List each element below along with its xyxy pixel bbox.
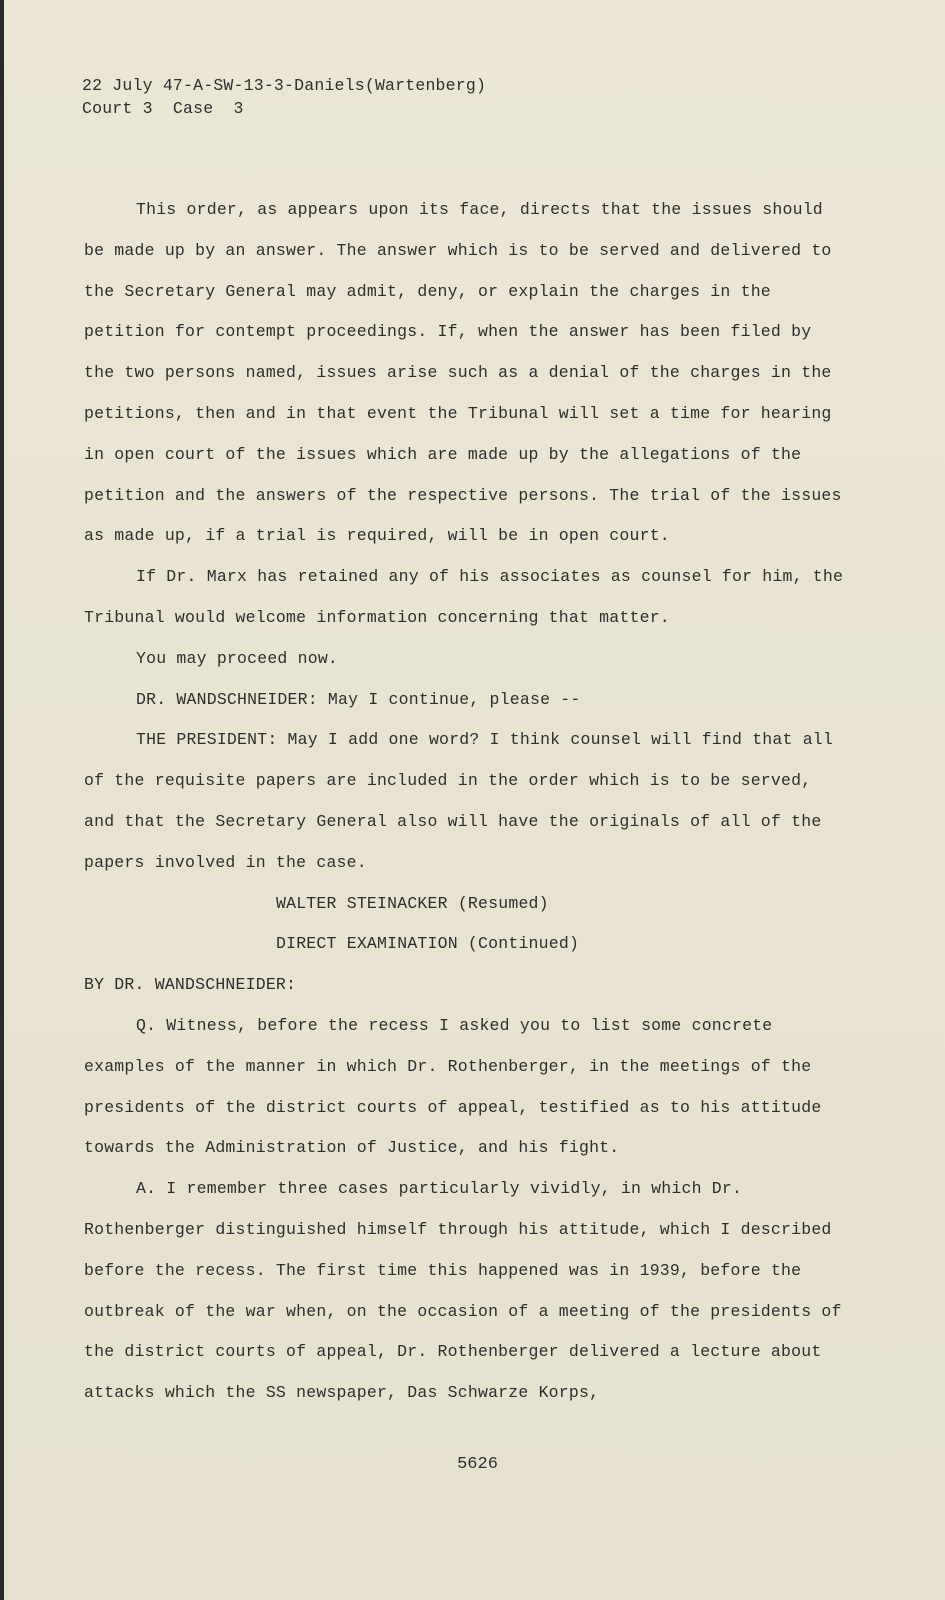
paragraph-president-remark: THE PRESIDENT: May I add one word? I think counsel will find that all of the requisite papers are included in the order which is to be served, and that the Secretary General also will have the originals of all of the papers involved in the case. xyxy=(84,730,834,872)
transcript-body xyxy=(84,190,844,1414)
examination-heading: DIRECT EXAMINATION (Continued) xyxy=(276,934,580,954)
paragraph-proceed: You may proceed now. xyxy=(136,648,339,668)
header-court-case: Court 3 Case 3 xyxy=(82,99,244,118)
header-case-reference: 22 July 47-A-SW-13-3-Daniels(Wartenberg) xyxy=(82,76,487,95)
paragraph-answer: A. I remember three cases particularly vividly, in which Dr. Rothenberger distinguished himself through his attitude, which I described before the recess. The first time this happened was in 1939, before the outbreak of the war when, on the occasion of a meeting of the presidents of the district courts of appeal, Dr. Rothenberger delivered a lecture about attacks which the SS newspaper, Das Schwarze Korps, xyxy=(84,1179,842,1403)
page-number: 5626 xyxy=(457,1455,498,1474)
paragraph-wandschneider-continue: DR. WANDSCHNEIDER: May I continue, please -- xyxy=(136,689,581,709)
document-header xyxy=(82,74,486,120)
examiner-heading: BY DR. WANDSCHNEIDER: xyxy=(84,975,297,995)
witness-heading: WALTER STEINACKER (Resumed) xyxy=(276,893,549,913)
paragraph-order-issues: This order, as appears upon its face, directs that the issues should be made up by an answer. The answer which is to be served and delivered to the Secretary General may admit, deny, or explain the charges in the petition for contempt proceedings. If, when the answer has been filed by the two persons named, issues arise such as a denial of the charges in the petitions, then and in that event the Tribunal will set a time for hearing in open court of the issues which are made up by the allegations of the petition and the answers of the respective persons. The trial of the issues as made up, if a trial is required, will be in open court. xyxy=(84,200,842,546)
paragraph-question: Q. Witness, before the recess I asked you to list some concrete examples of the manner in which Dr. Rothenberger, in the meetings of the presidents of the district courts of appeal, testified as to his attitude towards the Administration of Justice, and his fight. xyxy=(84,1015,822,1158)
page-edge-shadow xyxy=(0,0,4,1600)
paragraph-dr-marx-counsel: If Dr. Marx has retained any of his associates as counsel for him, the Tribunal would welcome information concerning that matter. xyxy=(84,567,844,627)
